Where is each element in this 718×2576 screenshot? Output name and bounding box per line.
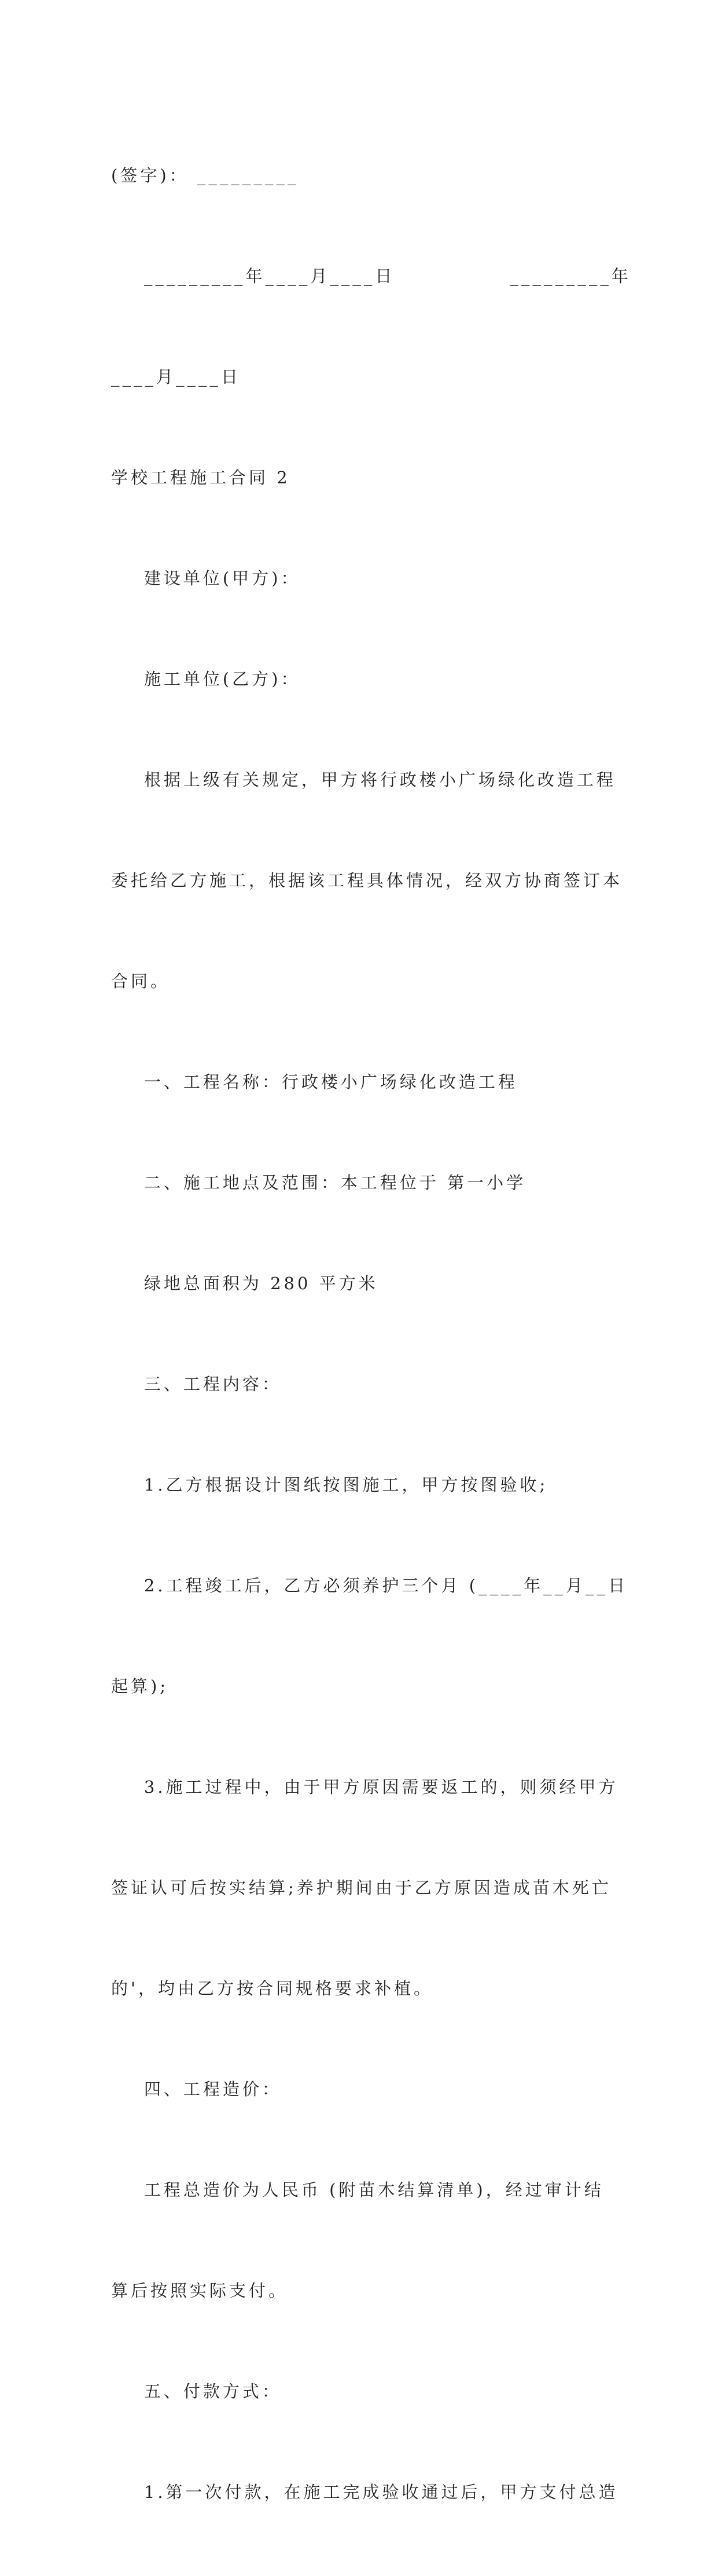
content-item-2-continued: 起算); bbox=[111, 1676, 169, 1696]
green-area-line: 绿地总面积为 280 平方米 bbox=[111, 1274, 378, 1293]
section-cost-heading: 四、工程造价： bbox=[111, 2079, 282, 2099]
content-item-3-continued: 的'，均由乙方按合同规格要求补植。 bbox=[111, 1979, 433, 1998]
cost-paragraph: 工程总造价为人民币 (附苗木结算清单)，经过审计结 bbox=[111, 2180, 604, 2200]
section-payment-heading: 五、付款方式： bbox=[111, 2381, 282, 2401]
content-item-3-continued: 签证认可后按实结算;养护期间由于乙方原因造成苗木死亡 bbox=[111, 1878, 612, 1898]
contract-title: 学校工程施工合同 2 bbox=[111, 468, 290, 487]
intro-paragraph-line: 合同。 bbox=[111, 971, 171, 991]
content-item-2: 2.工程竣工后，乙方必须养护三个月 (____年__月__日 bbox=[111, 1576, 628, 1595]
content-item-3: 3.施工过程中，由于甲方原因需要返工的，则须经甲方 bbox=[111, 1777, 618, 1797]
document-body bbox=[111, 91, 631, 2576]
party-a-line: 建设单位(甲方)： bbox=[111, 568, 301, 588]
section-location: 二、施工地点及范围：本工程位于 第一小学 bbox=[111, 1173, 526, 1192]
payment-item-1: 1.第一次付款，在施工完成验收通过后，甲方支付总造 bbox=[111, 2482, 618, 2502]
intro-paragraph-line: 委托给乙方施工，根据该工程具体情况，经双方协商签订本 bbox=[111, 871, 623, 890]
cost-paragraph-continued: 算后按照实际支付。 bbox=[111, 2281, 289, 2300]
party-b-line: 施工单位(乙方)： bbox=[111, 669, 301, 689]
date-line-continued: ____月____日 bbox=[111, 367, 241, 387]
intro-paragraph-line: 根据上级有关规定，甲方将行政楼小广场绿化改造工程 bbox=[111, 770, 616, 790]
section-project-name: 一、工程名称：行政楼小广场绿化改造工程 bbox=[111, 1072, 518, 1092]
content-item-1: 1.乙方根据设计图纸按图施工，甲方按图验收; bbox=[111, 1475, 548, 1495]
section-content-heading: 三、工程内容： bbox=[111, 1374, 282, 1394]
signature-line: (签字)： _________ bbox=[111, 166, 299, 185]
date-line: _________年____月____日 _________年 bbox=[111, 266, 631, 286]
